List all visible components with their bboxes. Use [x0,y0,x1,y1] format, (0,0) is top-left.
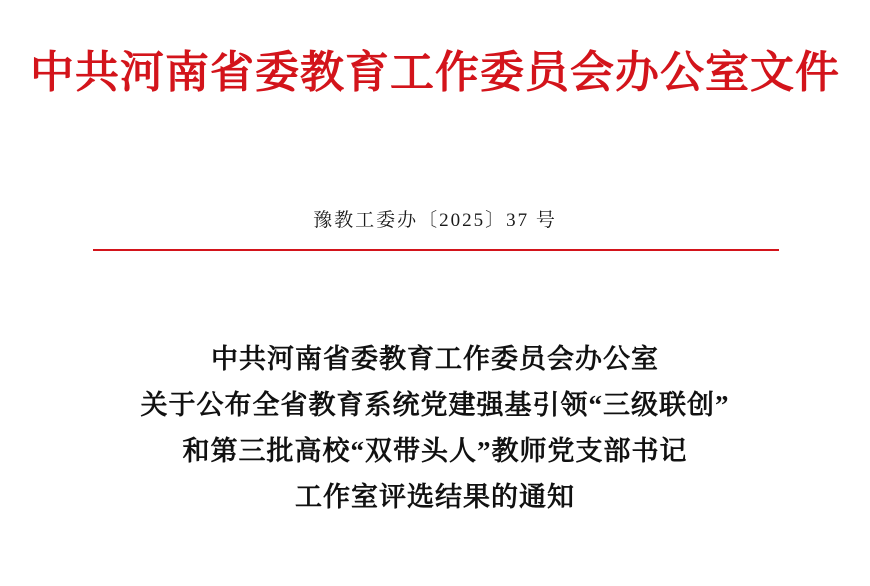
red-divider-rule [93,249,779,251]
document-masthead-title: 中共河南省委教育工作委员会办公室文件 [30,48,840,97]
document-number: 豫教工委办〔2025〕37 号 [313,210,557,231]
document-title-line-2: 关于公布全省教育系统党建强基引领“三级联创” [140,390,730,420]
document-title-line-1: 中共河南省委教育工作委员会办公室 [211,344,659,374]
document-title-line-3: 和第三批高校“双带头人”教师党支部书记 [182,436,688,466]
document-title-block [85,336,785,520]
document-title-line-4: 工作室评选结果的通知 [295,482,575,512]
